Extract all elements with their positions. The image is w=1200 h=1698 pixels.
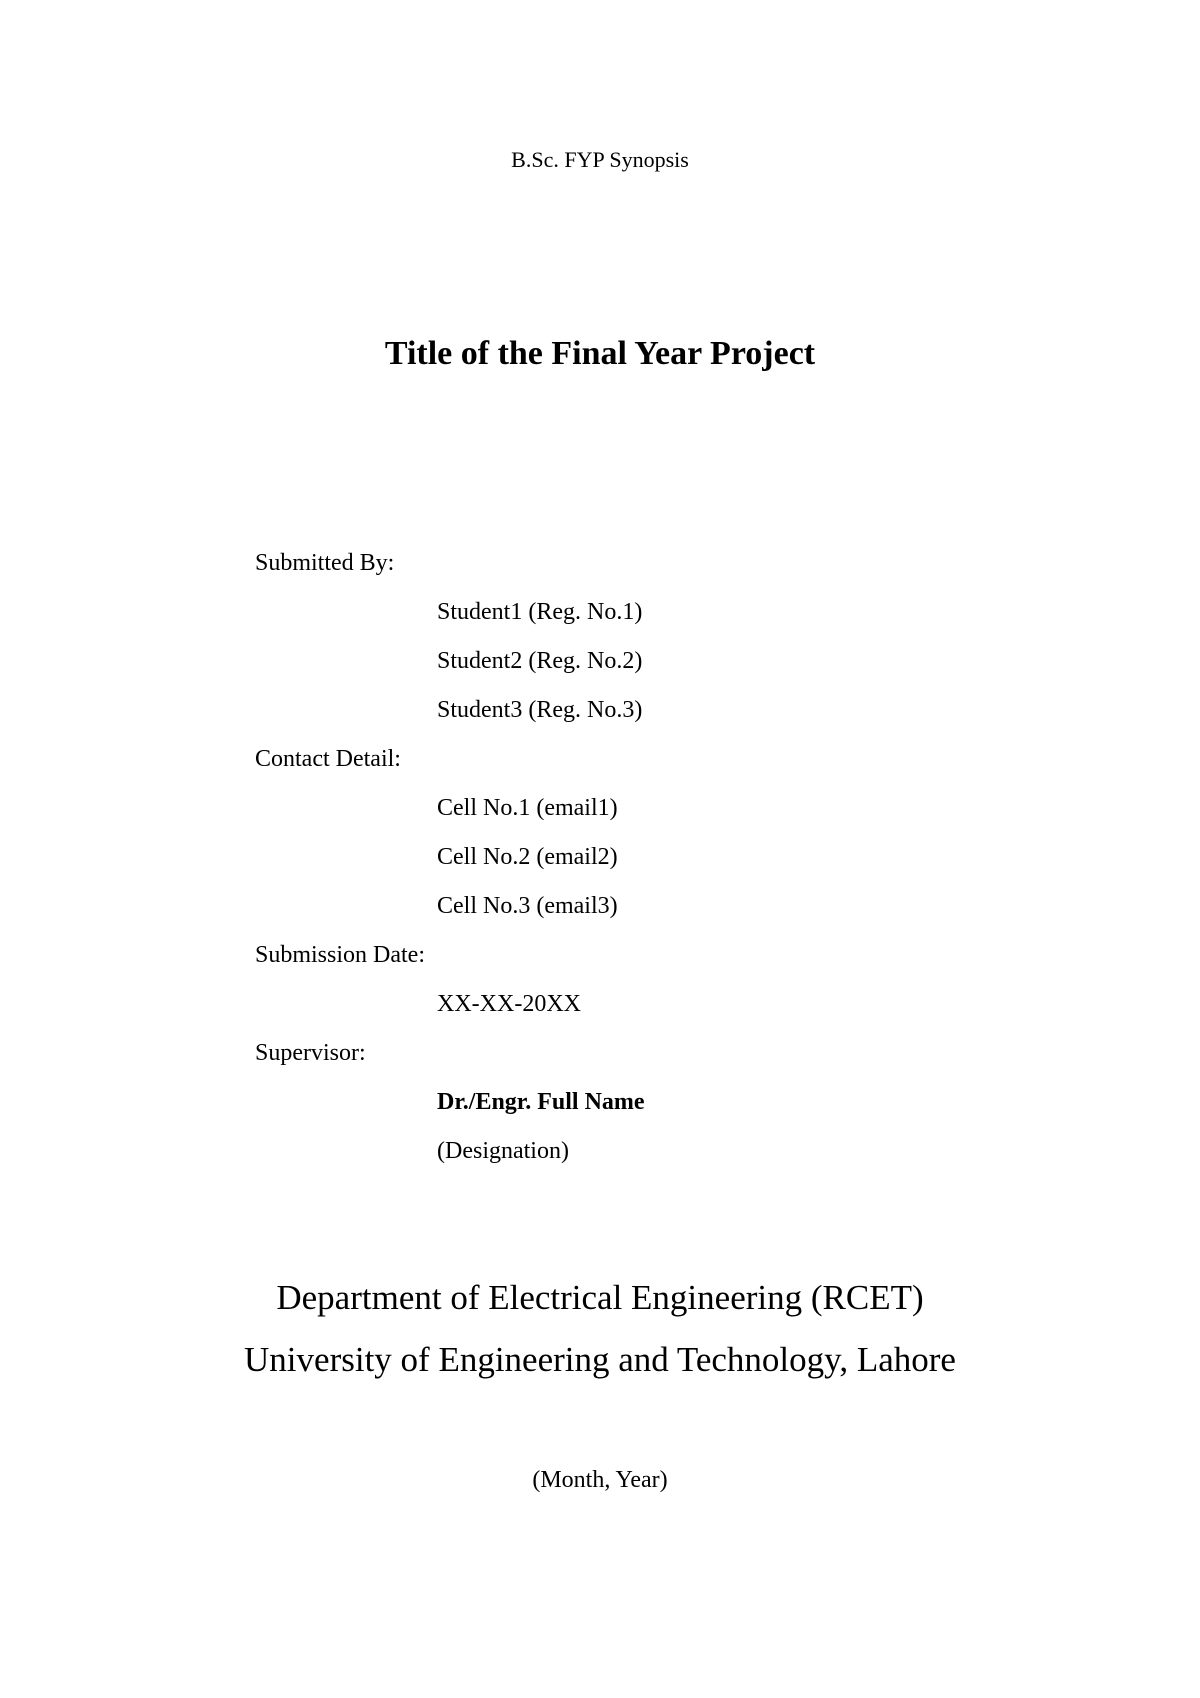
contact-entry-1: Cell No.1 (email1): [437, 795, 618, 821]
supervisor-name: Dr./Engr. Full Name: [437, 1089, 645, 1115]
contact-entry-3: Cell No.3 (email3): [437, 893, 618, 919]
student-entry-1: Student1 (Reg. No.1): [437, 599, 643, 625]
submission-date-label: Submission Date:: [255, 942, 426, 968]
supervisor-label: Supervisor:: [255, 1040, 366, 1066]
student-entry-3: Student3 (Reg. No.3): [437, 697, 643, 723]
project-info-block: [255, 548, 1055, 1185]
submitted-by-label: Submitted By:: [255, 550, 395, 576]
university-name: University of Engineering and Technology, Lahore: [244, 1340, 956, 1379]
student-entry-2: Student2 (Reg. No.2): [437, 648, 643, 674]
project-title: Title of the Final Year Project: [384, 335, 816, 372]
supervisor-designation: (Designation): [437, 1138, 569, 1164]
contact-detail-label: Contact Detail:: [255, 746, 401, 772]
contact-entry-2: Cell No.2 (email2): [437, 844, 618, 870]
submission-date-value: XX-XX-20XX: [437, 991, 581, 1017]
department-name: Department of Electrical Engineering (RCET): [276, 1278, 924, 1317]
month-year: (Month, Year): [532, 1467, 668, 1493]
document-header: B.Sc. FYP Synopsis: [511, 147, 689, 172]
